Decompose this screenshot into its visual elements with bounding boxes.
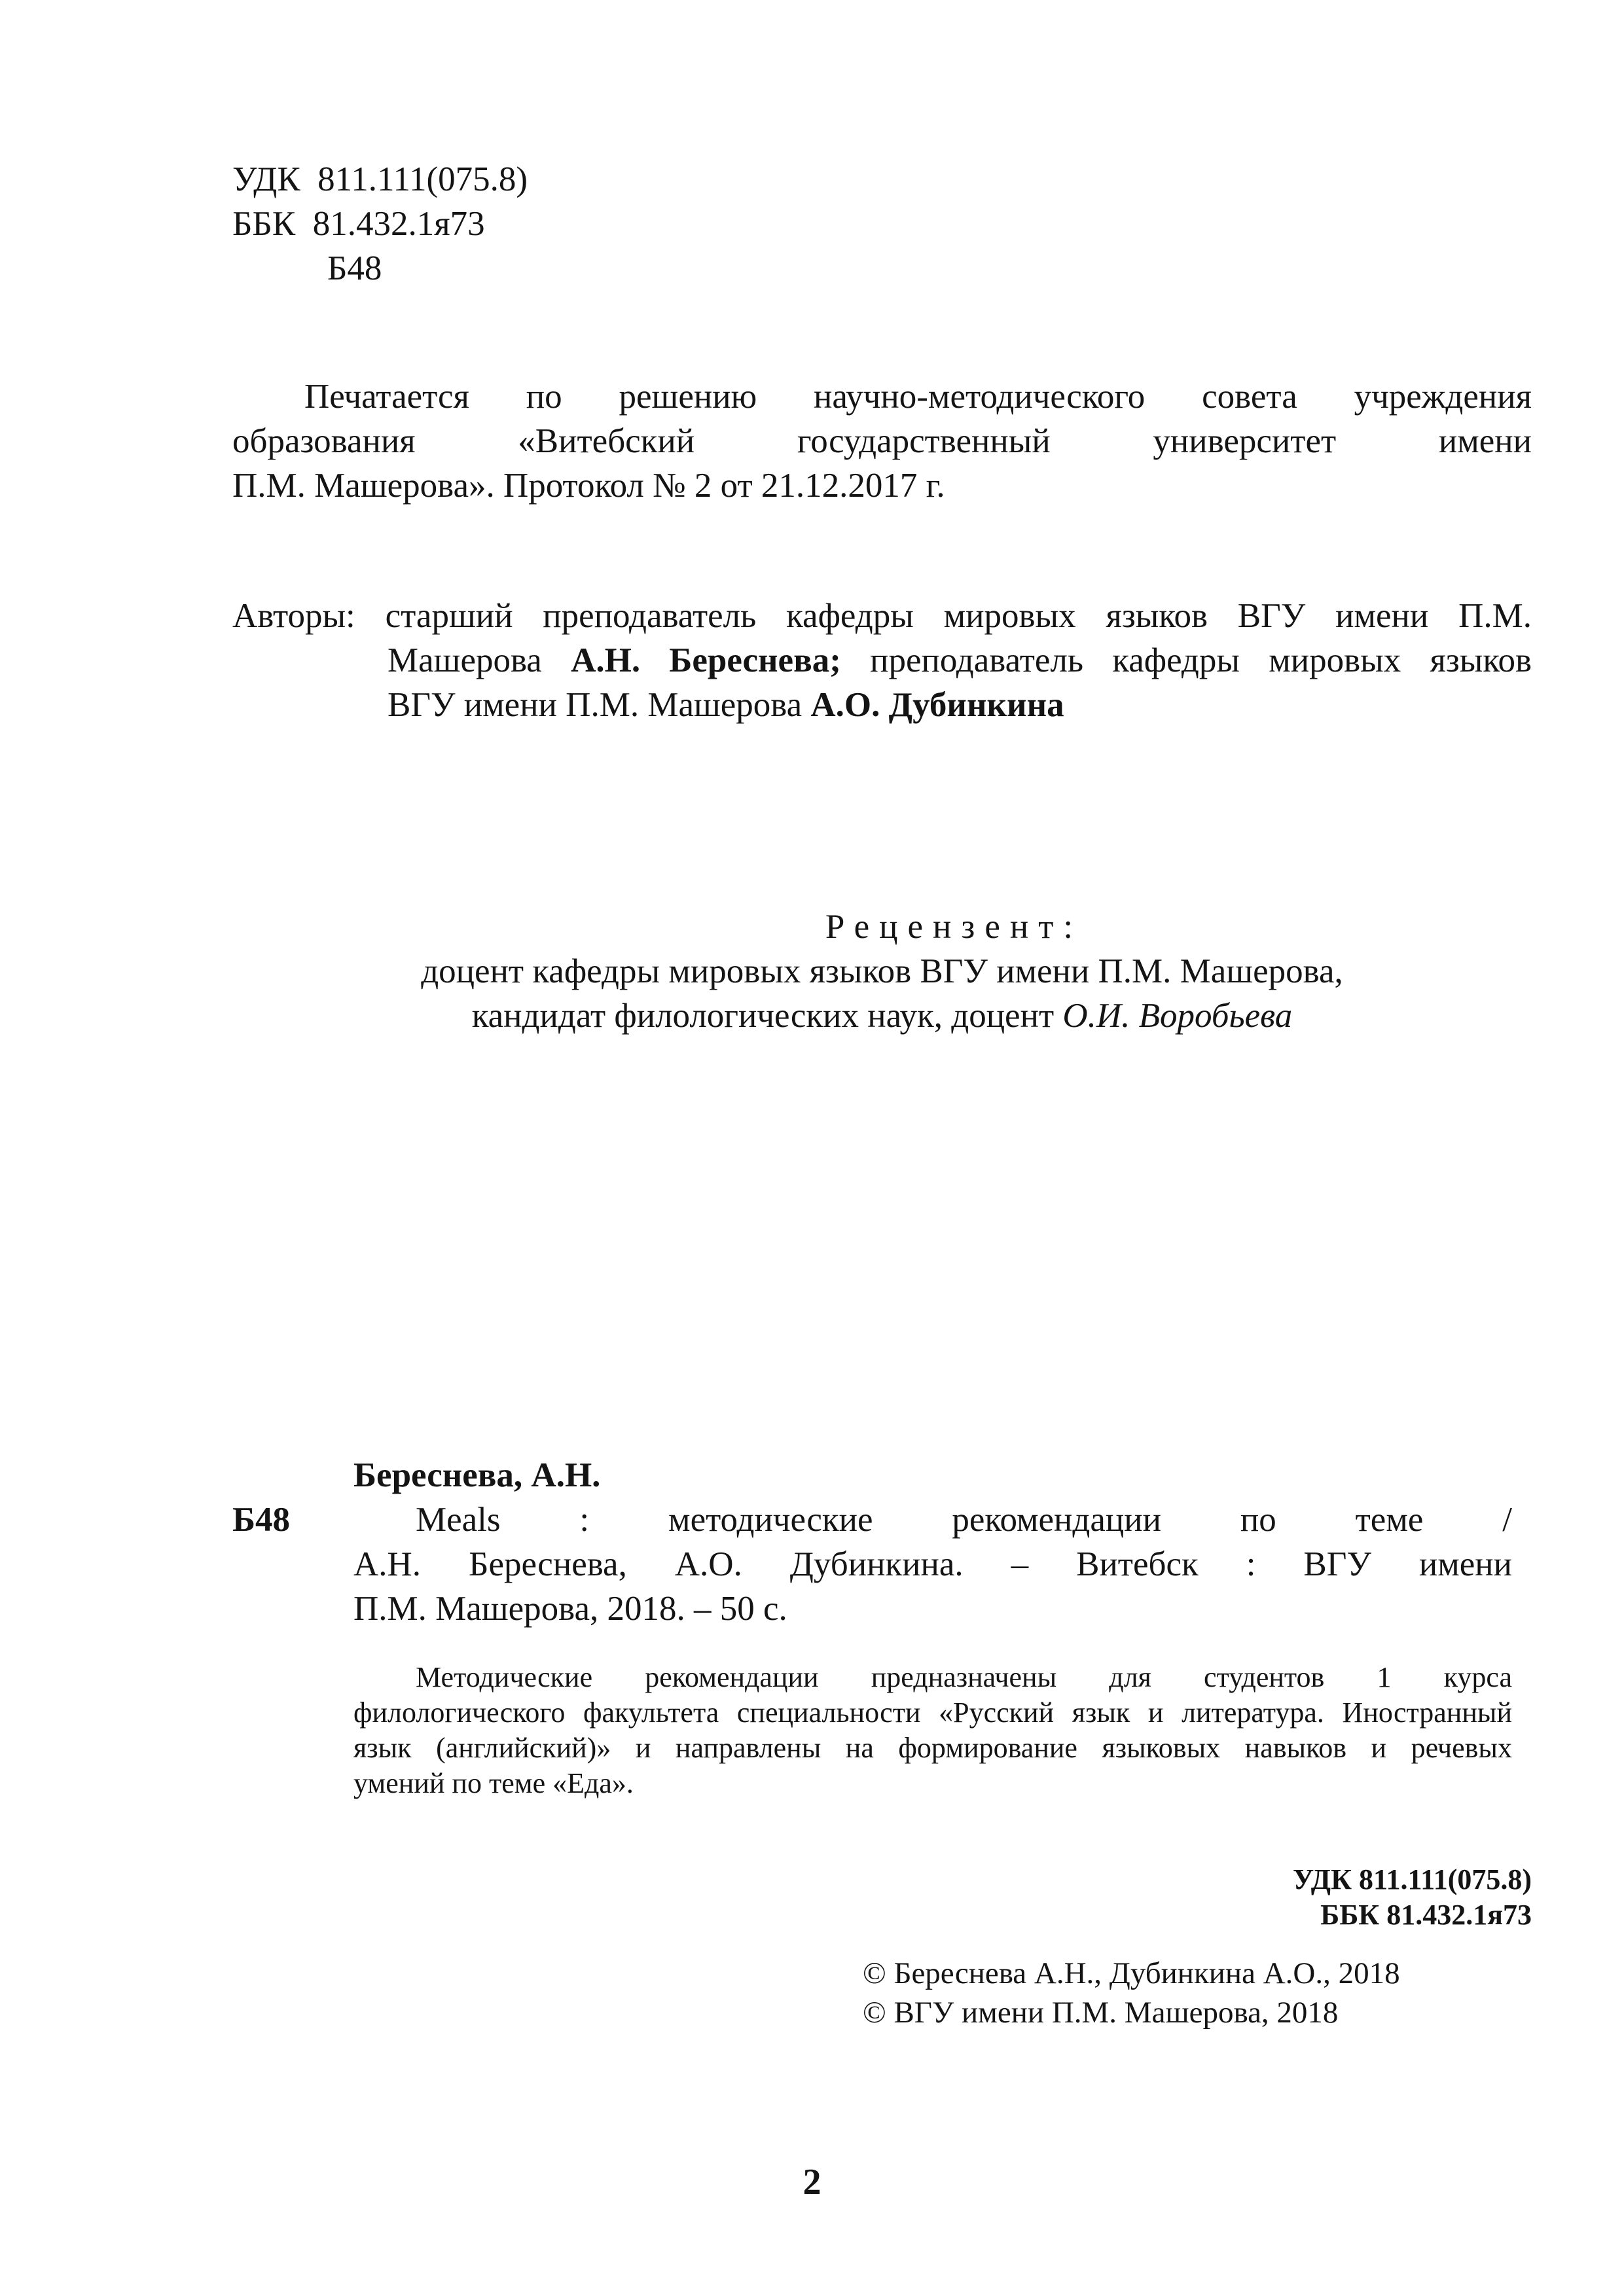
bibliographic-entry	[353, 1453, 1512, 1631]
author-name-1: А.Н. Береснева;	[571, 641, 841, 679]
copyright-block	[863, 1954, 1400, 2032]
authors-line-3: ВГУ имени П.М. Машерова А.О. Дубинкина	[388, 686, 1064, 724]
author-name-2: А.О. Дубинкина	[810, 686, 1064, 724]
annotation-line-3: язык (английский)» и направлены на формирование языковых навыков и речевых	[353, 1732, 1512, 1764]
classification-block	[232, 157, 691, 291]
udk-label: УДК	[232, 160, 300, 198]
bbk-label: ББК	[232, 205, 296, 243]
bibliographic-desc-2: А.Н. Береснева, А.О. Дубинкина. – Витебск : ВГУ имени	[353, 1545, 1512, 1583]
bbk-line	[232, 202, 691, 246]
bibliographic-mark: Б48	[232, 1501, 291, 1539]
authors-line-2: Машерова А.Н. Береснева; преподаватель кафедры мировых языков	[388, 641, 1532, 679]
authors-line-1: Авторы: старший преподаватель кафедры мировых языков ВГУ имени П.М.	[232, 597, 1532, 635]
approval-line-2: образования «Витебский государственный университет имени	[232, 422, 1532, 460]
index-codes	[1293, 1862, 1532, 1933]
author-mark: Б48	[327, 249, 382, 287]
index-bbk: ББК 81.432.1я73	[1320, 1899, 1532, 1931]
annotation-line-1: Методические рекомендации предназначены для студентов 1 курса	[416, 1661, 1512, 1693]
reviewer-heading: Рецензент:	[825, 908, 1083, 946]
copyright-line-2: © ВГУ имени П.М. Машерова, 2018	[863, 1996, 1339, 2030]
udk-line	[232, 157, 691, 202]
annotation-line-4: умений по теме «Еда».	[353, 1767, 634, 1799]
reviewer-block	[232, 905, 1532, 1038]
bibliographic-desc-3: П.М. Машерова, 2018. – 50 с.	[353, 1590, 787, 1628]
authors-label: Авторы:	[232, 597, 355, 635]
page-number: 2	[803, 2162, 821, 2202]
authors-block	[232, 594, 1532, 727]
bibliographic-author: Береснева, А.Н.	[353, 1456, 601, 1494]
approval-line-1: Печатается по решению научно-методического совета учреждения	[304, 378, 1532, 416]
reviewer-line-2: кандидат филологических наук, доцент О.И. Воробьева	[471, 997, 1293, 1035]
reviewer-line-1: доцент кафедры мировых языков ВГУ имени П.М. Машерова,	[421, 952, 1343, 990]
bibliographic-desc-1: Meals : методические рекомендации по теме /	[416, 1501, 1512, 1539]
udk-value: 811.111(075.8)	[317, 160, 528, 198]
annotation-paragraph	[353, 1660, 1512, 1801]
approval-paragraph	[232, 374, 1532, 508]
approval-line-3: П.М. Машерова». Протокол № 2 от 21.12.2017 г.	[232, 467, 945, 505]
reviewer-name: О.И. Воробьева	[1062, 997, 1293, 1035]
index-udk: УДК 811.111(075.8)	[1292, 1863, 1532, 1895]
copyright-line-1: © Береснева А.Н., Дубинкина А.О., 2018	[863, 1956, 1400, 1990]
annotation-line-2: филологического факультета специальности «Русский язык и литература. Иностранный	[353, 1696, 1512, 1729]
bbk-value: 81.432.1я73	[312, 205, 485, 243]
